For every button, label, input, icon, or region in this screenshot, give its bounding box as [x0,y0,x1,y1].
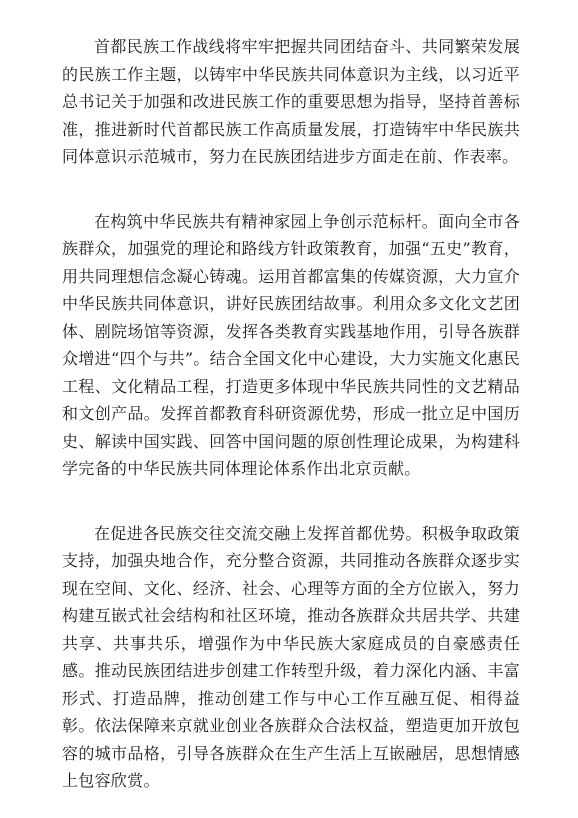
paragraph-ethnic-exchange: 在促进各民族交往交流交融上发挥首都优势。积极争取政策支持，加强央地合作，充分整合资源，共同推动各族群众逐步实现在空间、文化、经济、社会、心理等方面的全方位嵌入，努力构建互嵌式社会结构和社区环境，推动各族群众共居共学、共建共享、共事共乐，增强作为中华民族大家庭成员的自豪感责任感。推动民族团结进步创建工作转型升级，着力深化内涵、丰富形式、打造品牌，推动创建工作与中心工作互融互促、相得益彰。依法保障来京就业创业各族群众合法权益，塑造更加开放包容的城市品格，引导各族群众在生产生活上互嵌融居，思想情感上包容欣赏。 [62,523,520,790]
paragraph-theme: 首都民族工作战线将牢牢把握共同团结奋斗、共同繁荣发展的民族工作主题，以铸牢中华民族共同体意识为主线，以习近平总书记关于加强和改进民族工作的重要思想为指导，坚持首善标准，推进新时代首都民族工作高质量发展，打造铸牢中华民族共同体意识示范城市，努力在民族团结进步方面走在前、作表率。 [62,37,520,166]
paragraph-spiritual-home: 在构筑中华民族共有精神家园上争创示范标杆。面向全市各族群众，加强党的理论和路线方针政策教育，加强“五史”教育，用共同理想信念凝心铸魂。运用首都富集的传媒资源，大力宣介中华民族共同体意识，讲好民族团结故事。利用众多文化文艺团体、剧院场馆等资源，发挥各类教育实践基地作用，引导各族群众增进“四个与共”。结合全国文化中心建设，大力实施文化惠民工程、文化精品工程，打造更多体现中华民族共同性的文艺精品和文创产品。发挥首都教育科研资源优势，形成一批立足中国历史、解读中国实践、回答中国问题的原创性理论成果，为构建科学完备的中华民族共同体理论体系作出北京贡献。 [62,211,520,478]
